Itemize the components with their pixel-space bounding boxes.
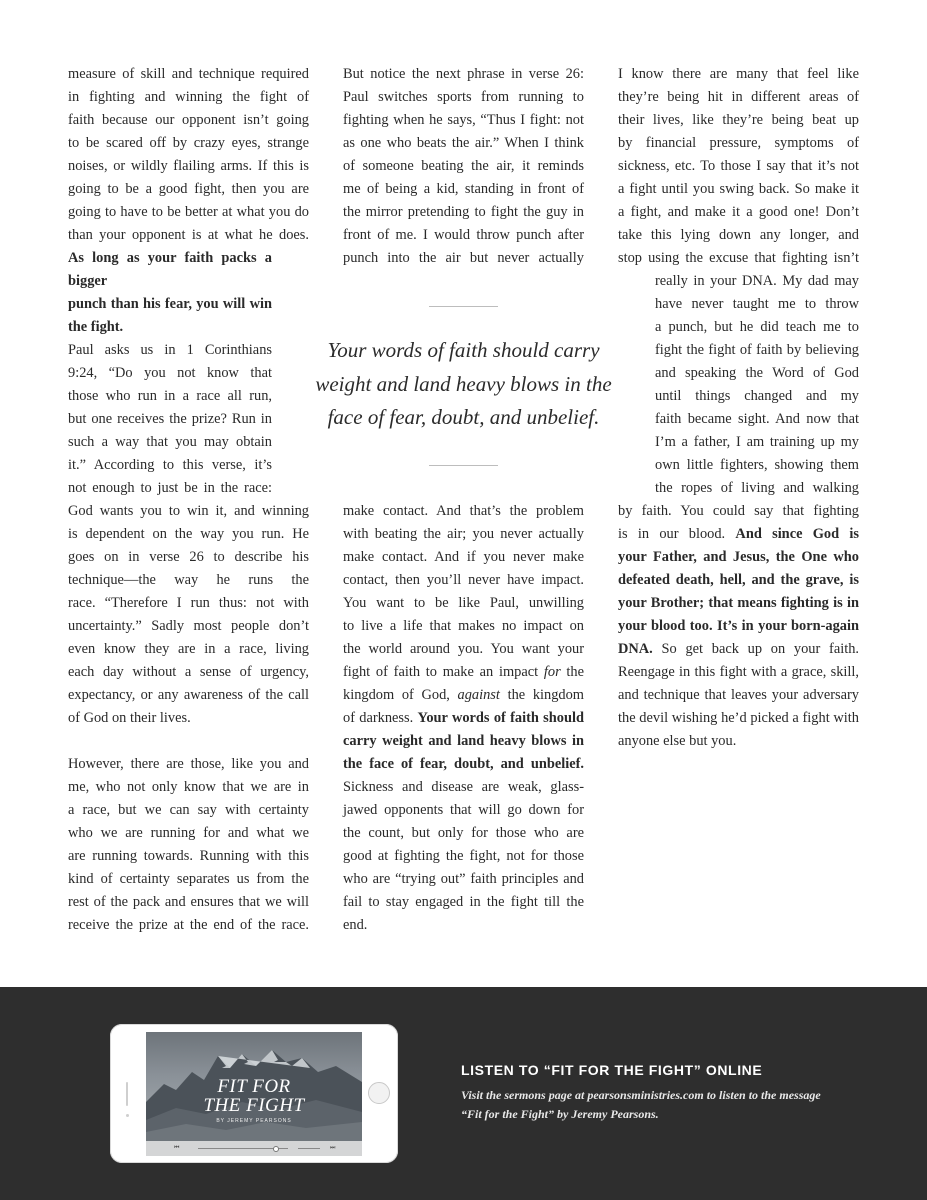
column-1-paragraph-1 — [68, 63, 309, 339]
column-3-bottom — [618, 500, 859, 753]
bold-span: And since God is — [735, 526, 859, 542]
text-line: end. — [343, 917, 368, 933]
text-line: measure of skill and technique required — [68, 66, 309, 82]
cover-byline: BY JEREMY PEARSONS — [216, 1118, 292, 1124]
text-line: Reengage in this fight with a grace, skill, — [618, 664, 859, 680]
volume-track[interactable] — [298, 1148, 320, 1149]
text-line: the devil wishing he’d picked a fight with — [618, 710, 859, 726]
text-line: have never taught me to throw — [655, 296, 859, 312]
col3-line-byfaith: by faith. You could say that fighting — [618, 503, 859, 519]
cover-title-line: FIT FOR — [217, 1076, 291, 1097]
bold-text-line: the face of fear, doubt, and unbelief. — [343, 756, 584, 772]
text-line: but one receives the prize? Run in — [68, 411, 272, 427]
col2-line-impact — [343, 661, 584, 684]
text-line: such a way that you may obtain — [68, 434, 272, 450]
text-line: fighting when he says, “Thus I fight: not — [343, 112, 584, 128]
col2-bottom-text-b — [343, 776, 584, 937]
text-line: uncertainty.” Sadly most people don’t — [68, 618, 309, 634]
sermon-cover-image[interactable] — [146, 1032, 362, 1156]
text-line: expectancy, or any awareness of the call — [68, 687, 309, 703]
bold-span: DNA. — [618, 641, 653, 657]
pullquote-bottom-rule — [429, 465, 498, 466]
col3-line-blood — [618, 523, 859, 546]
text-line: fail to stay engaged in the fight till the — [343, 894, 584, 910]
text-line: stop using the excuse that fighting isn’t — [618, 250, 859, 266]
text-line: are running towards. Running with this — [68, 848, 309, 864]
pullquote-line: Your words of faith should carry — [327, 338, 600, 362]
text-line: 9:24, “Do you not know that — [68, 365, 272, 381]
text-line: to be scared off by crazy eyes, strange — [68, 135, 309, 151]
text-line: those who run in a race all run, — [68, 388, 272, 404]
text-line: who are “trying out” faith principles and — [343, 871, 584, 887]
col2-bold-lines — [343, 730, 584, 776]
text-line: I know there are many that feel like — [618, 66, 859, 82]
text-line: receive the prize at the end of the race. — [68, 917, 309, 933]
text-line: God wants you to win it, and winning — [68, 503, 309, 519]
text-line: Paul switches sports from running to — [343, 89, 584, 105]
text-line: really in your DNA. My dad may — [655, 273, 859, 289]
pullquote-top-rule — [429, 306, 498, 307]
text-line: punch into the air but never actually — [343, 250, 584, 266]
text-line: a fight until you swing back. So make it — [618, 181, 859, 197]
text-line: I’m a father, I am training up my — [655, 434, 859, 450]
listen-heading: LISTEN TO “FIT FOR THE FIGHT” ONLINE — [461, 1062, 763, 1078]
text-line: going to be a good fight, then you are — [68, 181, 309, 197]
text-line: it.” According to this verse, it’s — [68, 457, 272, 473]
bold-text-line: your Father, and Jesus, the One who — [618, 549, 859, 565]
col1-p1-text — [68, 63, 309, 247]
emphasis-against: against — [457, 687, 500, 703]
text-line: as one who beats the air.” When I think — [343, 135, 584, 151]
text-line: a fight, and make it a good one! Don’t — [618, 204, 859, 220]
text-line: technique—the way he runs the — [68, 572, 309, 588]
text-span: of darkness. — [343, 710, 418, 726]
text-line: make contact. And that’s the problem — [343, 503, 584, 519]
text-span: the kingdom — [499, 687, 584, 703]
text-line: each day without a sense of urgency, — [68, 664, 309, 680]
text-line: me of being a kid, standing in front of — [343, 181, 584, 197]
text-line: their lives, like they’re being beat up — [618, 112, 859, 128]
text-line: a punch, but he did teach me to — [655, 319, 859, 335]
text-line: But notice the next phrase in verse 26: — [343, 66, 584, 82]
text-line: make contact. And if you never make — [343, 549, 584, 565]
text-span: kingdom of God, — [343, 687, 458, 703]
column-2-top — [343, 63, 584, 270]
listen-description: Visit the sermons page at pearsonsministries.com to listen to the message “Fit for the Fight” by Jeremy Pearsons. — [461, 1088, 821, 1121]
text-line: in fighting and winning the fight of — [68, 89, 309, 105]
col3-end-lines — [618, 661, 859, 753]
forward-icon[interactable]: ⏭ — [330, 1144, 336, 1151]
text-span: So get back up on your faith. — [652, 641, 859, 657]
text-line: jawed opponents that will go down for — [343, 802, 584, 818]
text-line: going to have to be better at what you do — [68, 204, 309, 220]
bold-text-line: your blood too. It’s in your born-again — [618, 618, 859, 634]
text-line: noises, or wildly flailing arms. If this is — [68, 158, 309, 174]
phone-mockup — [110, 1024, 398, 1163]
text-line: However, there are those, like you and — [68, 756, 309, 772]
bold-text-line: punch than his fear, you will win — [68, 296, 272, 312]
text-line: they’re being hit in different areas of — [618, 89, 859, 105]
text-line: a race, but we can say with certainty — [68, 802, 309, 818]
text-line: the world around you. You want your — [343, 641, 584, 657]
text-line: fight the fight of faith by believing — [655, 342, 859, 358]
audio-player-bar[interactable] — [146, 1141, 362, 1156]
text-line: goes on in verse 26 to describe his — [68, 549, 309, 565]
text-line: sickness, etc. To those I say that it’s not — [618, 158, 859, 174]
text-line: race. “Therefore I run thus: not with — [68, 595, 309, 611]
text-span: fight of faith to make an impact — [343, 664, 544, 680]
cover-title-line: THE FIGHT — [203, 1095, 305, 1116]
text-line: front of me. I would throw punch after — [343, 227, 584, 243]
col1-p2-text — [68, 500, 309, 730]
pullquote-line: face of fear, doubt, and unbelief. — [327, 405, 600, 429]
bold-text-line: As long as your faith packs a bigger — [68, 250, 272, 289]
col3-bold-lines — [618, 546, 859, 638]
pullquote-line: weight and land heavy blows in the — [315, 371, 612, 396]
text-line: the mirror pretending to fight the guy in — [343, 204, 584, 220]
text-line: Paul asks us in 1 Corinthians — [68, 342, 272, 358]
progress-knob[interactable] — [273, 1146, 279, 1152]
text-line: rest of the pack and ensures that we will — [68, 894, 309, 910]
text-line: faith because our opponent isn’t going — [68, 112, 309, 128]
text-line: by financial pressure, symptoms of — [618, 135, 859, 151]
column-3-narrow — [655, 270, 859, 500]
text-line: Sickness and disease are weak, glass- — [343, 779, 584, 795]
col1-p1-bold — [68, 247, 272, 339]
column-1-paragraph-2-narrow — [68, 339, 272, 500]
text-line: me, who not only know that we are in — [68, 779, 309, 795]
text-line: contact, then you’ll never have impact. — [343, 572, 584, 588]
text-line: own little fighters, showing them — [655, 457, 859, 473]
text-line: faith became sight. And now that — [655, 411, 859, 427]
column-2-bottom — [343, 500, 584, 937]
text-line: take this lying down any longer, and — [618, 227, 859, 243]
phone-home-button-icon — [368, 1082, 390, 1104]
emphasis-for: for — [543, 664, 561, 680]
text-line: of someone beating the air, it reminds — [343, 158, 584, 174]
text-span: is in our blood. — [618, 526, 736, 542]
col2-line-darkness — [343, 707, 584, 730]
col2-line-kingdom — [343, 684, 584, 707]
text-line: than your opponent is at what he does. — [68, 227, 309, 243]
text-line: the ropes of living and walking — [655, 480, 859, 496]
text-line: kind of certainty separates us from the — [68, 871, 309, 887]
text-line: the count, but only for those who are — [343, 825, 584, 841]
text-line: not enough to just be in the race: — [68, 480, 272, 496]
text-line: even know they are in a race, living — [68, 641, 309, 657]
bold-span: Your words of faith should — [417, 710, 584, 726]
text-span: the — [560, 664, 584, 680]
rewind-icon[interactable]: ⏮ — [174, 1144, 180, 1151]
text-line: and technique that leaves your adversary — [618, 687, 859, 703]
text-line: to live a life that makes no impact on — [343, 618, 584, 634]
bold-text-line: your Brother; that means fighting is in — [618, 595, 859, 611]
text-line: of God on their lives. — [68, 710, 191, 726]
phone-side-button — [126, 1082, 128, 1106]
text-line: and speaking the Word of God — [655, 365, 859, 381]
text-line: is dependent on the way you run. He — [68, 526, 309, 542]
text-line: You want to be like Paul, unwilling — [343, 595, 584, 611]
text-line: anyone else but you. — [618, 733, 737, 749]
col1-p3-text — [68, 753, 309, 937]
cover-title — [146, 1077, 362, 1115]
bold-text-line: defeated death, hell, and the grave, is — [618, 572, 859, 588]
text-line: until things changed and my — [655, 388, 859, 404]
col2-bottom-text-a — [343, 500, 584, 661]
text-line: who we are running for and what we — [68, 825, 309, 841]
column-1-paragraph-2-3 — [68, 500, 309, 937]
bold-text-line: carry weight and land heavy blows in — [343, 733, 584, 749]
phone-camera-dot — [126, 1114, 129, 1117]
bold-text-line: the fight. — [68, 319, 124, 335]
column-3-top — [618, 63, 859, 270]
text-line: with beating the air; you never actually — [343, 526, 584, 542]
pull-quote — [300, 334, 627, 435]
col3-line-dna — [618, 638, 859, 661]
text-line: good at fighting the fight, not for those — [343, 848, 584, 864]
